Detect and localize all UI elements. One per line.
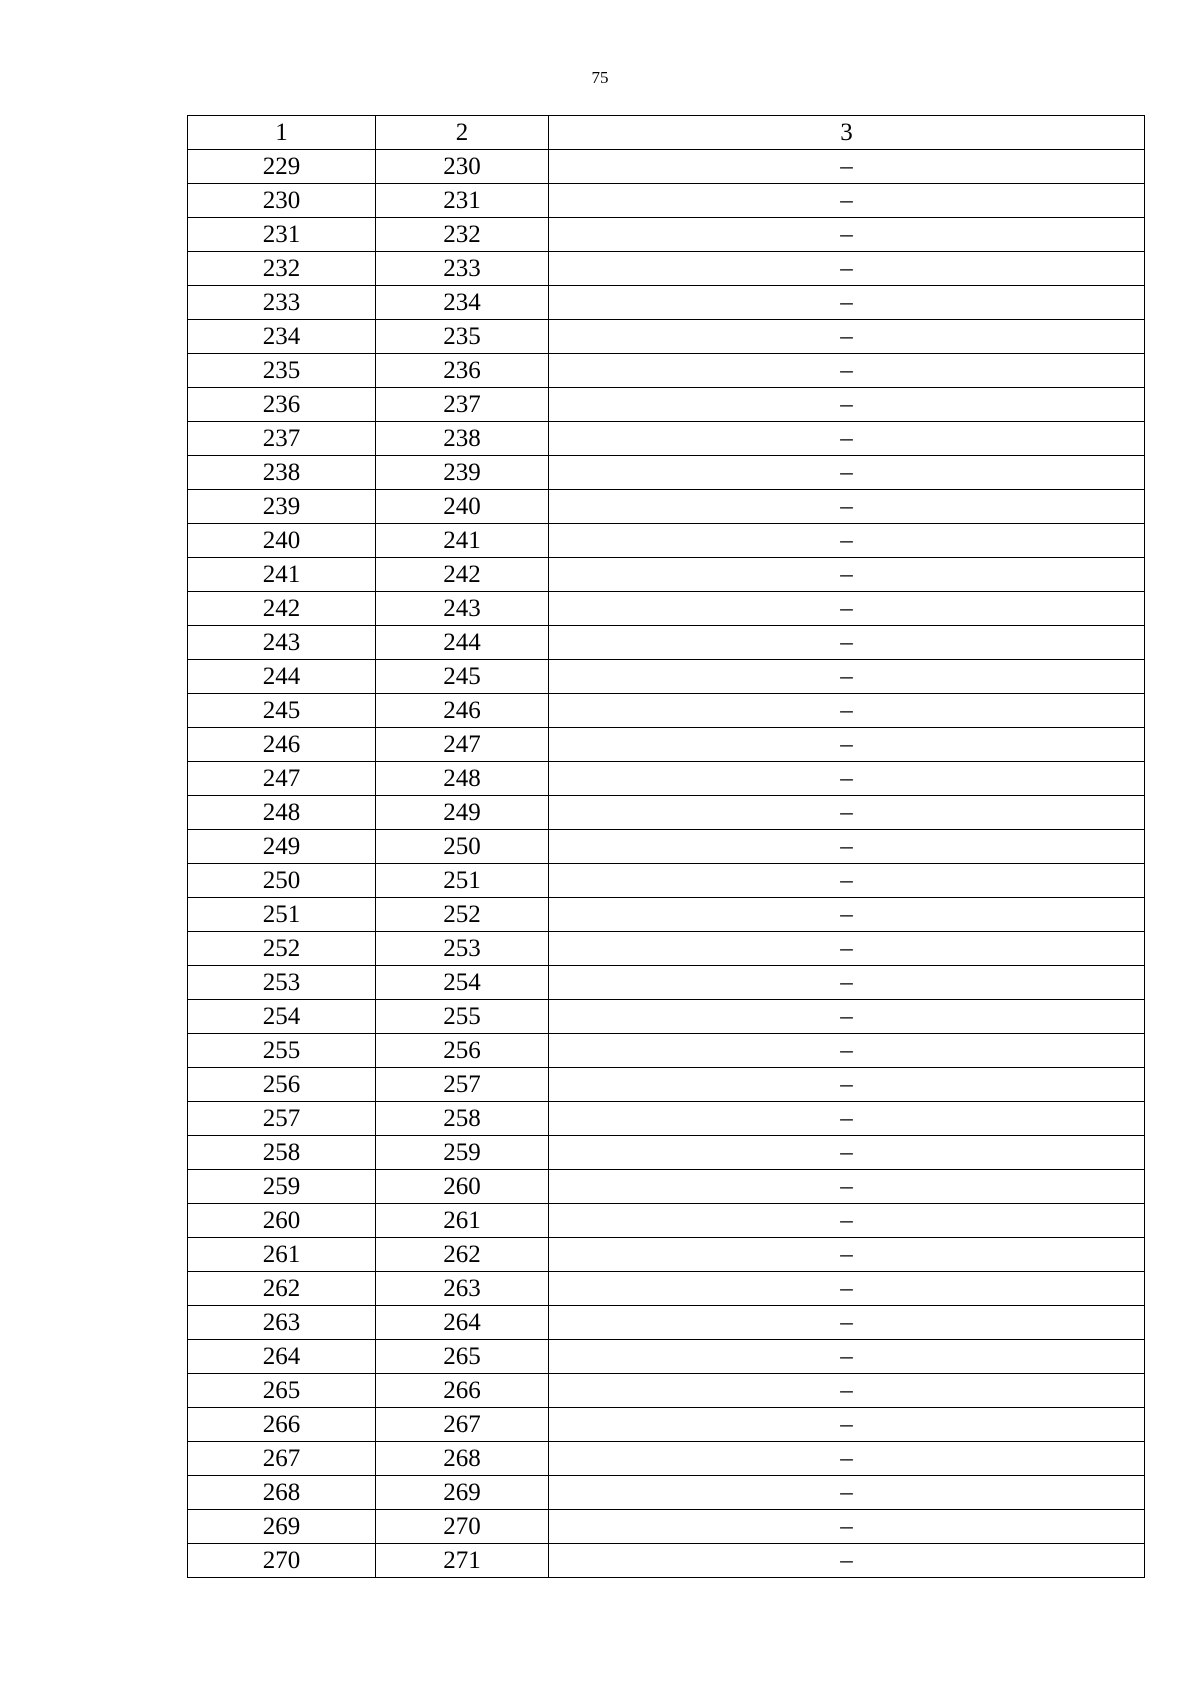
- table-cell-col-1: 265: [188, 1374, 376, 1408]
- table-row: [188, 218, 1145, 252]
- table-cell-col-1: 240: [188, 524, 376, 558]
- table-cell-col-3: –: [549, 252, 1145, 286]
- table-cell-col-2: 244: [376, 626, 549, 660]
- table-cell-col-1: 233: [188, 286, 376, 320]
- table-cell-col-1: 230: [188, 184, 376, 218]
- table-cell-col-2: 234: [376, 286, 549, 320]
- table-row: [188, 1374, 1145, 1408]
- table-row: [188, 1204, 1145, 1238]
- table-cell-col-2: 262: [376, 1238, 549, 1272]
- table-cell-col-2: 253: [376, 932, 549, 966]
- table-cell-col-3: –: [549, 1476, 1145, 1510]
- table-cell-col-2: 266: [376, 1374, 549, 1408]
- table-row: [188, 388, 1145, 422]
- table-cell-col-2: 259: [376, 1136, 549, 1170]
- table-cell-col-1: 245: [188, 694, 376, 728]
- table-row: [188, 320, 1145, 354]
- table-cell-col-3: –: [549, 762, 1145, 796]
- table-row: [188, 1102, 1145, 1136]
- table-cell-col-3: –: [549, 1306, 1145, 1340]
- table-cell-col-2: 252: [376, 898, 549, 932]
- table-cell-col-2: 237: [376, 388, 549, 422]
- table-cell-col-1: 262: [188, 1272, 376, 1306]
- table-cell-col-1: 269: [188, 1510, 376, 1544]
- table-cell-col-2: 257: [376, 1068, 549, 1102]
- table-row: [188, 354, 1145, 388]
- table-cell-col-1: 268: [188, 1476, 376, 1510]
- table-row: [188, 184, 1145, 218]
- table-cell-col-1: 234: [188, 320, 376, 354]
- table-cell-col-1: 246: [188, 728, 376, 762]
- table-cell-col-3: –: [549, 422, 1145, 456]
- table-cell-col-2: 256: [376, 1034, 549, 1068]
- table-cell-col-3: –: [549, 1000, 1145, 1034]
- table-cell-col-3: –: [549, 1238, 1145, 1272]
- table-cell-col-2: 245: [376, 660, 549, 694]
- table-cell-col-1: 264: [188, 1340, 376, 1374]
- table-row: [188, 626, 1145, 660]
- table-row: [188, 1544, 1145, 1578]
- table-cell-col-2: 249: [376, 796, 549, 830]
- table-row: [188, 864, 1145, 898]
- table-cell-col-1: 247: [188, 762, 376, 796]
- table-cell-col-2: 247: [376, 728, 549, 762]
- table-cell-col-3: –: [549, 388, 1145, 422]
- table-cell-col-2: 248: [376, 762, 549, 796]
- table-cell-col-2: 240: [376, 490, 549, 524]
- table-row: [188, 1238, 1145, 1272]
- table-cell-col-1: 237: [188, 422, 376, 456]
- table-cell-col-3: –: [549, 354, 1145, 388]
- table-row: [188, 1068, 1145, 1102]
- table-cell-col-3: –: [549, 1136, 1145, 1170]
- data-table: [187, 115, 1145, 1578]
- table-cell-col-1: 258: [188, 1136, 376, 1170]
- table-cell-col-2: 231: [376, 184, 549, 218]
- table-cell-col-1: 244: [188, 660, 376, 694]
- table-cell-col-2: 255: [376, 1000, 549, 1034]
- table-cell-col-2: 250: [376, 830, 549, 864]
- table-cell-col-2: 246: [376, 694, 549, 728]
- table-cell-col-3: –: [549, 898, 1145, 932]
- table-cell-col-2: 254: [376, 966, 549, 1000]
- table-cell-col-2: 230: [376, 150, 549, 184]
- table-row: [188, 1442, 1145, 1476]
- table-cell-col-3: –: [549, 626, 1145, 660]
- table-cell-col-3: –: [549, 558, 1145, 592]
- table-cell-col-3: –: [549, 1204, 1145, 1238]
- table-cell-col-1: 229: [188, 150, 376, 184]
- table-cell-col-3: –: [549, 660, 1145, 694]
- table-cell-col-3: –: [549, 1272, 1145, 1306]
- table-cell-col-3: –: [549, 150, 1145, 184]
- table-header-row: [188, 116, 1145, 150]
- table-cell-col-3: –: [549, 1442, 1145, 1476]
- page-number: 75: [591, 68, 609, 87]
- table-row: [188, 252, 1145, 286]
- table-cell-col-2: 241: [376, 524, 549, 558]
- table-cell-col-1: 263: [188, 1306, 376, 1340]
- table-row: [188, 762, 1145, 796]
- column-header-1: 1: [188, 116, 376, 150]
- table-row: [188, 1476, 1145, 1510]
- table-row: [188, 1408, 1145, 1442]
- table-row: [188, 796, 1145, 830]
- table-row: [188, 1306, 1145, 1340]
- table-cell-col-3: –: [549, 320, 1145, 354]
- table-cell-col-2: 268: [376, 1442, 549, 1476]
- table-row: [188, 660, 1145, 694]
- table-row: [188, 1170, 1145, 1204]
- table-cell-col-2: 263: [376, 1272, 549, 1306]
- table-cell-col-1: 232: [188, 252, 376, 286]
- table-cell-col-1: 252: [188, 932, 376, 966]
- table-cell-col-3: –: [549, 932, 1145, 966]
- table-cell-col-2: 271: [376, 1544, 549, 1578]
- table-row: [188, 830, 1145, 864]
- table-cell-col-1: 236: [188, 388, 376, 422]
- table-cell-col-1: 248: [188, 796, 376, 830]
- table-cell-col-3: –: [549, 1102, 1145, 1136]
- table-cell-col-3: –: [549, 184, 1145, 218]
- table-cell-col-1: 266: [188, 1408, 376, 1442]
- table-cell-col-2: 270: [376, 1510, 549, 1544]
- table-row: [188, 1272, 1145, 1306]
- table-cell-col-1: 243: [188, 626, 376, 660]
- table-row: [188, 1340, 1145, 1374]
- table-cell-col-1: 241: [188, 558, 376, 592]
- table-cell-col-2: 236: [376, 354, 549, 388]
- table-cell-col-2: 238: [376, 422, 549, 456]
- table-cell-col-2: 243: [376, 592, 549, 626]
- table-cell-col-1: 256: [188, 1068, 376, 1102]
- table-cell-col-2: 251: [376, 864, 549, 898]
- table-cell-col-3: –: [549, 1068, 1145, 1102]
- table-cell-col-1: 270: [188, 1544, 376, 1578]
- table-row: [188, 966, 1145, 1000]
- table-cell-col-1: 259: [188, 1170, 376, 1204]
- table-cell-col-1: 255: [188, 1034, 376, 1068]
- table-cell-col-1: 267: [188, 1442, 376, 1476]
- table-cell-col-3: –: [549, 830, 1145, 864]
- table-cell-col-1: 242: [188, 592, 376, 626]
- table-cell-col-2: 242: [376, 558, 549, 592]
- table-cell-col-3: –: [549, 1170, 1145, 1204]
- table-cell-col-1: 250: [188, 864, 376, 898]
- table-cell-col-3: –: [549, 1544, 1145, 1578]
- table-cell-col-1: 249: [188, 830, 376, 864]
- table-cell-col-1: 235: [188, 354, 376, 388]
- table-cell-col-2: 235: [376, 320, 549, 354]
- table-cell-col-3: –: [549, 286, 1145, 320]
- table-cell-col-3: –: [549, 796, 1145, 830]
- table-row: [188, 490, 1145, 524]
- table-cell-col-1: 238: [188, 456, 376, 490]
- table-cell-col-3: –: [549, 524, 1145, 558]
- table-cell-col-2: 264: [376, 1306, 549, 1340]
- table-cell-col-1: 253: [188, 966, 376, 1000]
- table-row: [188, 1034, 1145, 1068]
- table-cell-col-1: 254: [188, 1000, 376, 1034]
- table-row: [188, 524, 1145, 558]
- table-cell-col-3: –: [549, 966, 1145, 1000]
- table-cell-col-1: 231: [188, 218, 376, 252]
- table-row: [188, 422, 1145, 456]
- table-row: [188, 558, 1145, 592]
- table-row: [188, 456, 1145, 490]
- table-row: [188, 1510, 1145, 1544]
- table-cell-col-3: –: [549, 728, 1145, 762]
- table-row: [188, 932, 1145, 966]
- table-cell-col-3: –: [549, 694, 1145, 728]
- table-cell-col-1: 260: [188, 1204, 376, 1238]
- table-row: [188, 592, 1145, 626]
- table-cell-col-1: 251: [188, 898, 376, 932]
- table-row: [188, 286, 1145, 320]
- table-cell-col-1: 257: [188, 1102, 376, 1136]
- table-cell-col-3: –: [549, 218, 1145, 252]
- table-cell-col-1: 261: [188, 1238, 376, 1272]
- table-cell-col-3: –: [549, 456, 1145, 490]
- table-cell-col-2: 267: [376, 1408, 549, 1442]
- table-row: [188, 898, 1145, 932]
- table-row: [188, 728, 1145, 762]
- table-body: [188, 150, 1145, 1578]
- column-header-2: 2: [376, 116, 549, 150]
- table-row: [188, 150, 1145, 184]
- table-cell-col-3: –: [549, 1510, 1145, 1544]
- table-cell-col-3: –: [549, 1340, 1145, 1374]
- table-row: [188, 694, 1145, 728]
- table-cell-col-2: 265: [376, 1340, 549, 1374]
- table-cell-col-3: –: [549, 864, 1145, 898]
- data-table-container: [187, 115, 1144, 1578]
- table-cell-col-2: 261: [376, 1204, 549, 1238]
- table-cell-col-3: –: [549, 1374, 1145, 1408]
- table-cell-col-1: 239: [188, 490, 376, 524]
- column-header-3: 3: [549, 116, 1145, 150]
- table-cell-col-2: 233: [376, 252, 549, 286]
- table-cell-col-3: –: [549, 1034, 1145, 1068]
- table-cell-col-3: –: [549, 592, 1145, 626]
- table-cell-col-2: 260: [376, 1170, 549, 1204]
- table-row: [188, 1000, 1145, 1034]
- table-cell-col-3: –: [549, 490, 1145, 524]
- table-cell-col-2: 239: [376, 456, 549, 490]
- table-cell-col-3: –: [549, 1408, 1145, 1442]
- table-row: [188, 1136, 1145, 1170]
- table-cell-col-2: 269: [376, 1476, 549, 1510]
- table-cell-col-2: 258: [376, 1102, 549, 1136]
- table-cell-col-2: 232: [376, 218, 549, 252]
